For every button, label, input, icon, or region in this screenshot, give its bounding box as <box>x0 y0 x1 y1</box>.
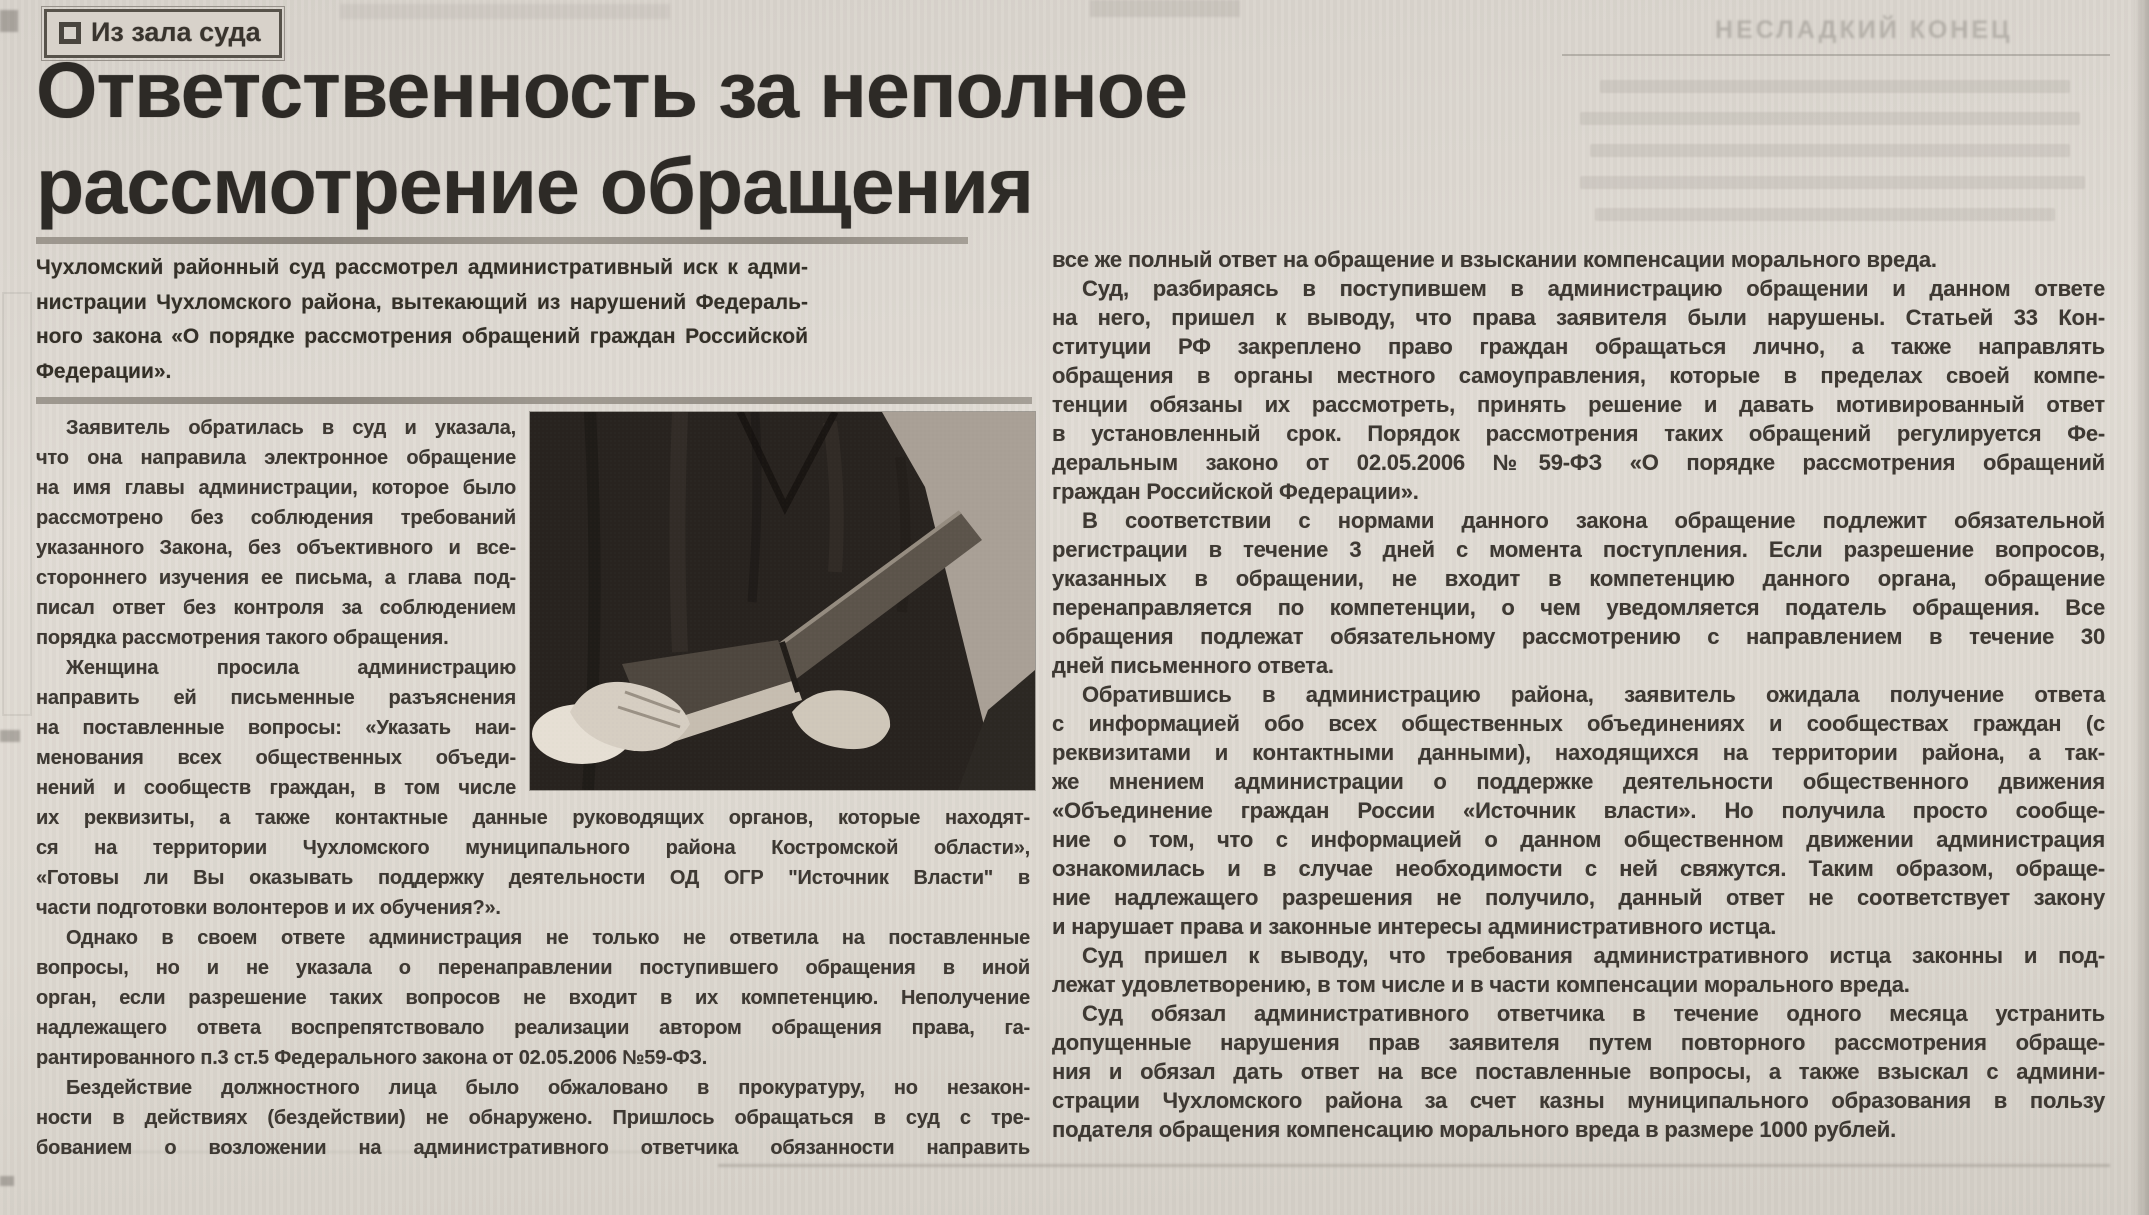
text-line: указанного Закона, без объективного и все- <box>36 537 516 559</box>
text-line: допущенные нарушения прав заявителя путем повторного рассмотрения обраще- <box>1052 1030 2105 1055</box>
text-line: регистрации в течение 3 дней с момента поступления. Если разрешение вопросов, <box>1052 537 2105 562</box>
right-text-column <box>1052 245 2105 1144</box>
lead-rule <box>36 397 1032 404</box>
headline-line: рассмотрение обращения <box>36 141 1034 230</box>
text-line: рассмотрено без соблюдения требований <box>36 507 516 529</box>
text-line: же мнением администрации о поддержке деятельности общественного движения <box>1052 769 2105 794</box>
text-line: реквизитами и контактными данными), находящихся на территории района, а так- <box>1052 740 2105 765</box>
text-line: страции Чухломского района за счет казны муниципального образования в пользу <box>1052 1088 2105 1113</box>
headline-line: Ответственность за неполное <box>36 45 1187 134</box>
bleed-through-smudge <box>340 4 670 19</box>
text-line: на поставленные вопросы: «Указать наи- <box>36 717 516 739</box>
text-line: Чухломский районный суд рассмотрел административный иск к адми- <box>36 256 808 279</box>
text-line: Суд обязал административного ответчика в течение одного месяца устранить <box>1082 1001 2105 1026</box>
text-line: ся на территории Чухломского муниципального района Костромской области», <box>36 837 1030 859</box>
ghost-text-bar <box>1580 112 2080 125</box>
text-line: части подготовки волонтеров и их обучения?». <box>36 897 501 919</box>
faint-section-rule <box>718 1164 2110 1167</box>
text-line: обращения подлежат обязательному рассмотрению с направлением в течение 30 <box>1052 624 2105 649</box>
text-line: Обратившись в администрацию района, заявитель ожидала получение ответа <box>1082 682 2105 707</box>
text-line: тенции обязаны их рассмотреть, принять решение и давать мотивированный ответ <box>1052 392 2105 417</box>
text-line: деральным законо от 02.05.2006 №59-ФЗ «О порядке рассмотрения обращений <box>1052 450 2105 475</box>
text-line: стороннего изучения ее письма, а глава под- <box>36 567 516 589</box>
text-line: ния и обязал дать ответ на все поставленные вопросы, а также взыскал с админи- <box>1052 1059 2105 1084</box>
text-line: обращения в органы местного самоуправления, которые в пределах своей компе- <box>1052 363 2105 388</box>
headline-rule <box>36 237 968 244</box>
text-line: орган, если разрешение таких вопросов не входит в их компетенцию. Неполучение <box>36 987 1030 1009</box>
ghost-text-bar <box>1600 80 2070 93</box>
text-line: Заявитель обратилась в суд и указала, <box>66 417 516 439</box>
text-line: граждан Российской Федерации». <box>1052 479 1419 504</box>
text-line: В соответствии с нормами данного закона обращение подлежит обязательной <box>1082 508 2105 533</box>
square-bullet-icon <box>59 22 81 44</box>
text-line: в установленный срок. Порядок рассмотрения таких обращений регулируется Фе- <box>1052 421 2105 446</box>
article-lead <box>36 251 808 389</box>
bleed-through-box <box>2 292 32 716</box>
text-line: Суд, разбираясь в поступившем в администрацию обращении и данном ответе <box>1082 276 2105 301</box>
text-line: все же полный ответ на обращение и взыскании компенсации морального вреда. <box>1052 247 1937 272</box>
text-line: ституции РФ закреплено право граждан обращаться лично, а также направлять <box>1052 334 2105 359</box>
text-line: ние надлежащего разрешения не получило, данный ответ не соответствует закону <box>1052 885 2105 910</box>
print-speck <box>0 730 20 742</box>
text-line: ности в действиях (бездействии) не обнаружено. Пришлось обращаться в суд с тре- <box>36 1107 1030 1129</box>
text-line: на него, пришел к выводу, что права заявителя были нарушены. Статьей 33 Кон- <box>1052 305 2105 330</box>
text-line: вопросы, но и не указала о перенаправлении поступившего обращения в иной <box>36 957 1030 979</box>
ghost-text-bar <box>1595 208 2055 221</box>
text-line: на имя главы администрации, которое было <box>36 477 516 499</box>
kicker-label: Из зала суда <box>91 17 261 47</box>
article-headline <box>36 42 1187 234</box>
text-line: надлежащего ответа воспрепятствовало реализации автором обращения права, га- <box>36 1017 1030 1039</box>
text-line: их реквизиты, а также контактные данные руководящих органов, которые находят- <box>36 807 1030 829</box>
text-line: рантированного п.3 ст.5 Федерального закона от 02.05.2006 №59-ФЗ. <box>36 1047 708 1069</box>
text-line: ние о том, что с информацией о данном общественном движении администрация <box>1052 827 2105 852</box>
ghost-text-bar <box>1590 144 2070 157</box>
text-line: Однако в своем ответе администрация не только не ответила на поставленные <box>66 927 1030 949</box>
text-line: ного закона «О порядке рассмотрения обращений граждан Российской <box>36 325 808 348</box>
text-line: порядка рассмотрения такого обращения. <box>36 627 449 649</box>
text-line: направить ей письменные разъяснения <box>36 687 516 709</box>
text-line: дней письменного ответа. <box>1052 653 1334 678</box>
text-line: лежат удовлетворению, в том числе и в части компенсации морального вреда. <box>1052 972 1910 997</box>
left-text-column <box>36 413 1030 1163</box>
print-speck <box>0 10 18 32</box>
bleed-through-heading: НЕСЛАДКИЙ КОНЕЦ <box>1715 16 2013 44</box>
text-line: подателя обращения компенсацию морального вреда в размере 1000 рублей. <box>1052 1117 1897 1142</box>
text-line: нистрации Чухломского района, вытекающий из нарушений Федераль- <box>36 290 808 314</box>
text-line: бованием о возложении на административного ответчика обязанности направить <box>36 1137 1030 1159</box>
text-line: писал ответ без контроля за соблюдением <box>36 597 516 619</box>
text-line: «Объединение граждан России «Источник власти». Но получила просто сообще- <box>1052 798 2105 823</box>
ghost-text-bar <box>1580 176 2085 189</box>
text-line: с информацией обо всех общественных объединениях и сообществах граждан (с <box>1052 711 2105 736</box>
text-line: и нарушает права и законные интересы административного истца. <box>1052 914 1777 939</box>
text-line: что она направила электронное обращение <box>36 447 516 469</box>
text-line: нений и сообществ граждан, в том числе <box>36 777 516 799</box>
bleed-through-smudge <box>1090 0 1240 17</box>
text-line: указанных в обращении, не входит в компетенцию данного органа, обращение <box>1052 566 2105 591</box>
text-line: менования всех общественных объеди- <box>36 747 516 769</box>
print-speck <box>0 1176 14 1186</box>
text-line: «Готовы ли Вы оказывать поддержку деятельности ОД ОГР "Источник Власти" в <box>36 867 1030 889</box>
text-line: Бездействие должностного лица было обжаловано в прокуратуру, но незакон- <box>66 1077 1030 1099</box>
bleed-through-rule <box>1562 54 2110 56</box>
text-line: Женщина просила администрацию <box>66 657 516 679</box>
text-line: Суд пришел к выводу, что требования административного истца законны и под- <box>1082 943 2105 968</box>
text-line: Федерации». <box>36 359 172 383</box>
text-line: перенаправляется по компетенции, о чем уведомляется податель обращения. Все <box>1052 595 2105 620</box>
page-edge-shadow <box>2133 0 2149 1215</box>
text-line: ознакомилась и в случае необходимости с ней свяжутся. Таким образом, обраще- <box>1052 856 2105 881</box>
